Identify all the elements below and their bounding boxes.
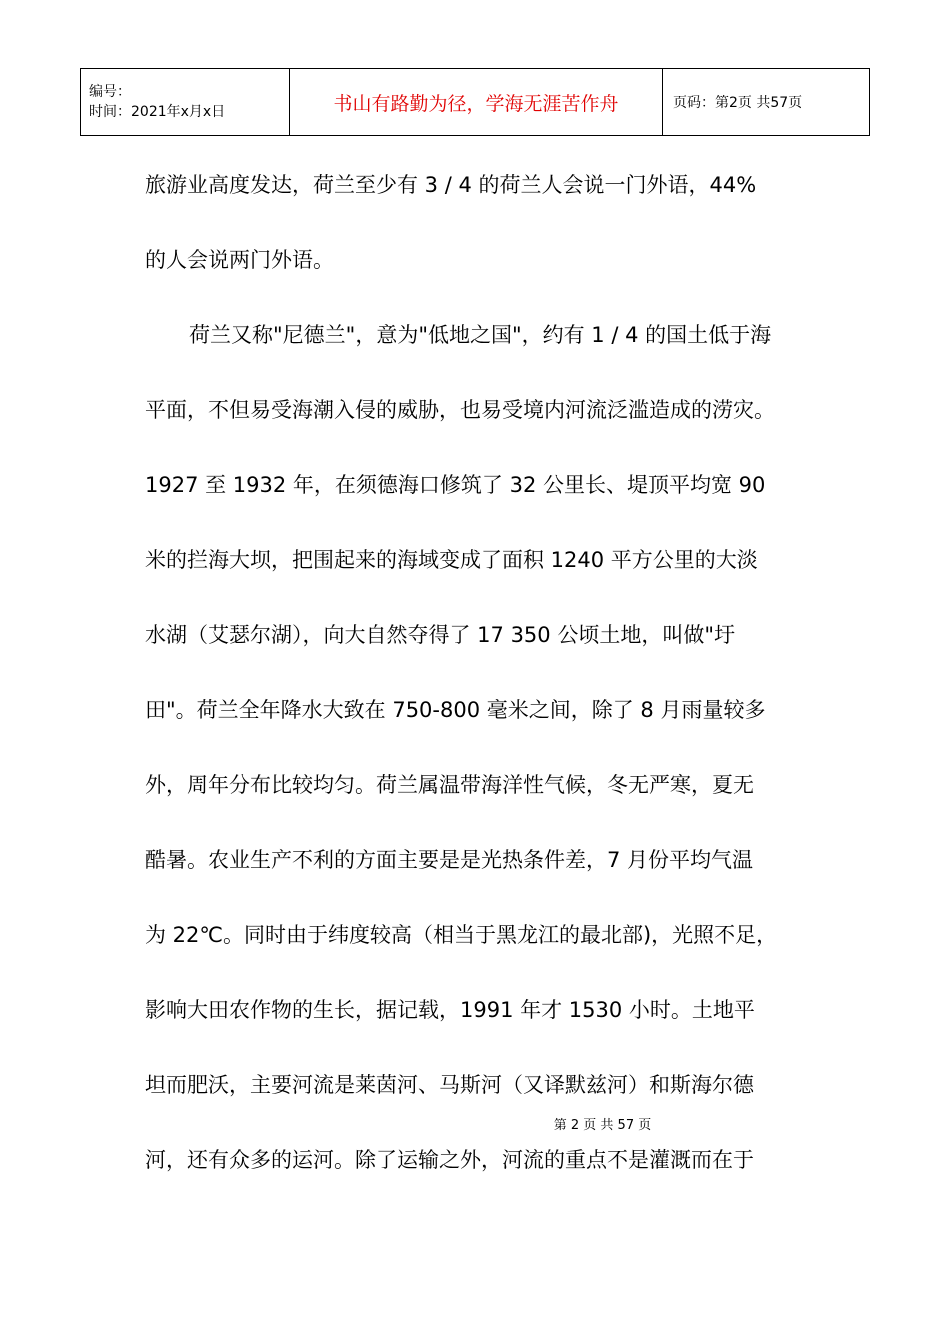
- header-motto: 书山有路勤为径，学海无涯苦作舟: [290, 69, 663, 136]
- header-page-info: 页码：第2页 共57页: [663, 69, 870, 136]
- body-line: 水湖（艾瑟尔湖），向大自然夺得了 17 350 公顷土地，叫做"圩: [145, 623, 735, 647]
- document-body: [145, 148, 825, 1198]
- body-line: 田"。荷兰全年降水大致在 750-800 毫米之间，除了 8 月雨量较多: [145, 698, 766, 722]
- body-line: 旅游业高度发达，荷兰至少有 3 / 4 的荷兰人会说一门外语，44%: [145, 173, 757, 197]
- body-line: 外，周年分布比较均匀。荷兰属温带海洋性气候，冬无严寒，夏无: [145, 773, 754, 797]
- document-number-label: 编号：: [89, 84, 131, 100]
- page-footer: [0, 1114, 950, 1133]
- document-header: [80, 68, 870, 136]
- body-line: 的人会说两门外语。: [145, 248, 334, 272]
- body-line: 1927 至 1932 年，在须德海口修筑了 32 公里长、堤顶平均宽 90: [145, 473, 766, 497]
- document-date-label: 时间：2021年x月x日: [89, 104, 226, 120]
- header-meta-cell: [81, 69, 290, 136]
- body-line: 酷暑。农业生产不利的方面主要是是光热条件差，7 月份平均气温: [145, 848, 754, 872]
- body-line: 河，还有众多的运河。除了运输之外，河流的重点不是灌溉而在于: [145, 1148, 754, 1172]
- body-line: 坦而肥沃，主要河流是莱茵河、马斯河（又译默兹河）和斯海尔德: [145, 1073, 754, 1097]
- body-line: 荷兰又称"尼德兰"，意为"低地之国"，约有 1 / 4 的国土低于海: [189, 323, 772, 347]
- body-line: 为 22℃。同时由于纬度较高（相当于黑龙江的最北部)，光照不足，: [145, 923, 778, 947]
- body-line: 平面，不但易受海潮入侵的威胁，也易受境内河流泛滥造成的涝灾。: [145, 398, 775, 422]
- body-line: 米的拦海大坝，把围起来的海域变成了面积 1240 平方公里的大淡: [145, 548, 758, 572]
- body-line: 影响大田农作物的生长，据记载，1991 年才 1530 小时。土地平: [145, 998, 755, 1022]
- footer-page-number: 第 2 页 共 57 页: [553, 1118, 652, 1133]
